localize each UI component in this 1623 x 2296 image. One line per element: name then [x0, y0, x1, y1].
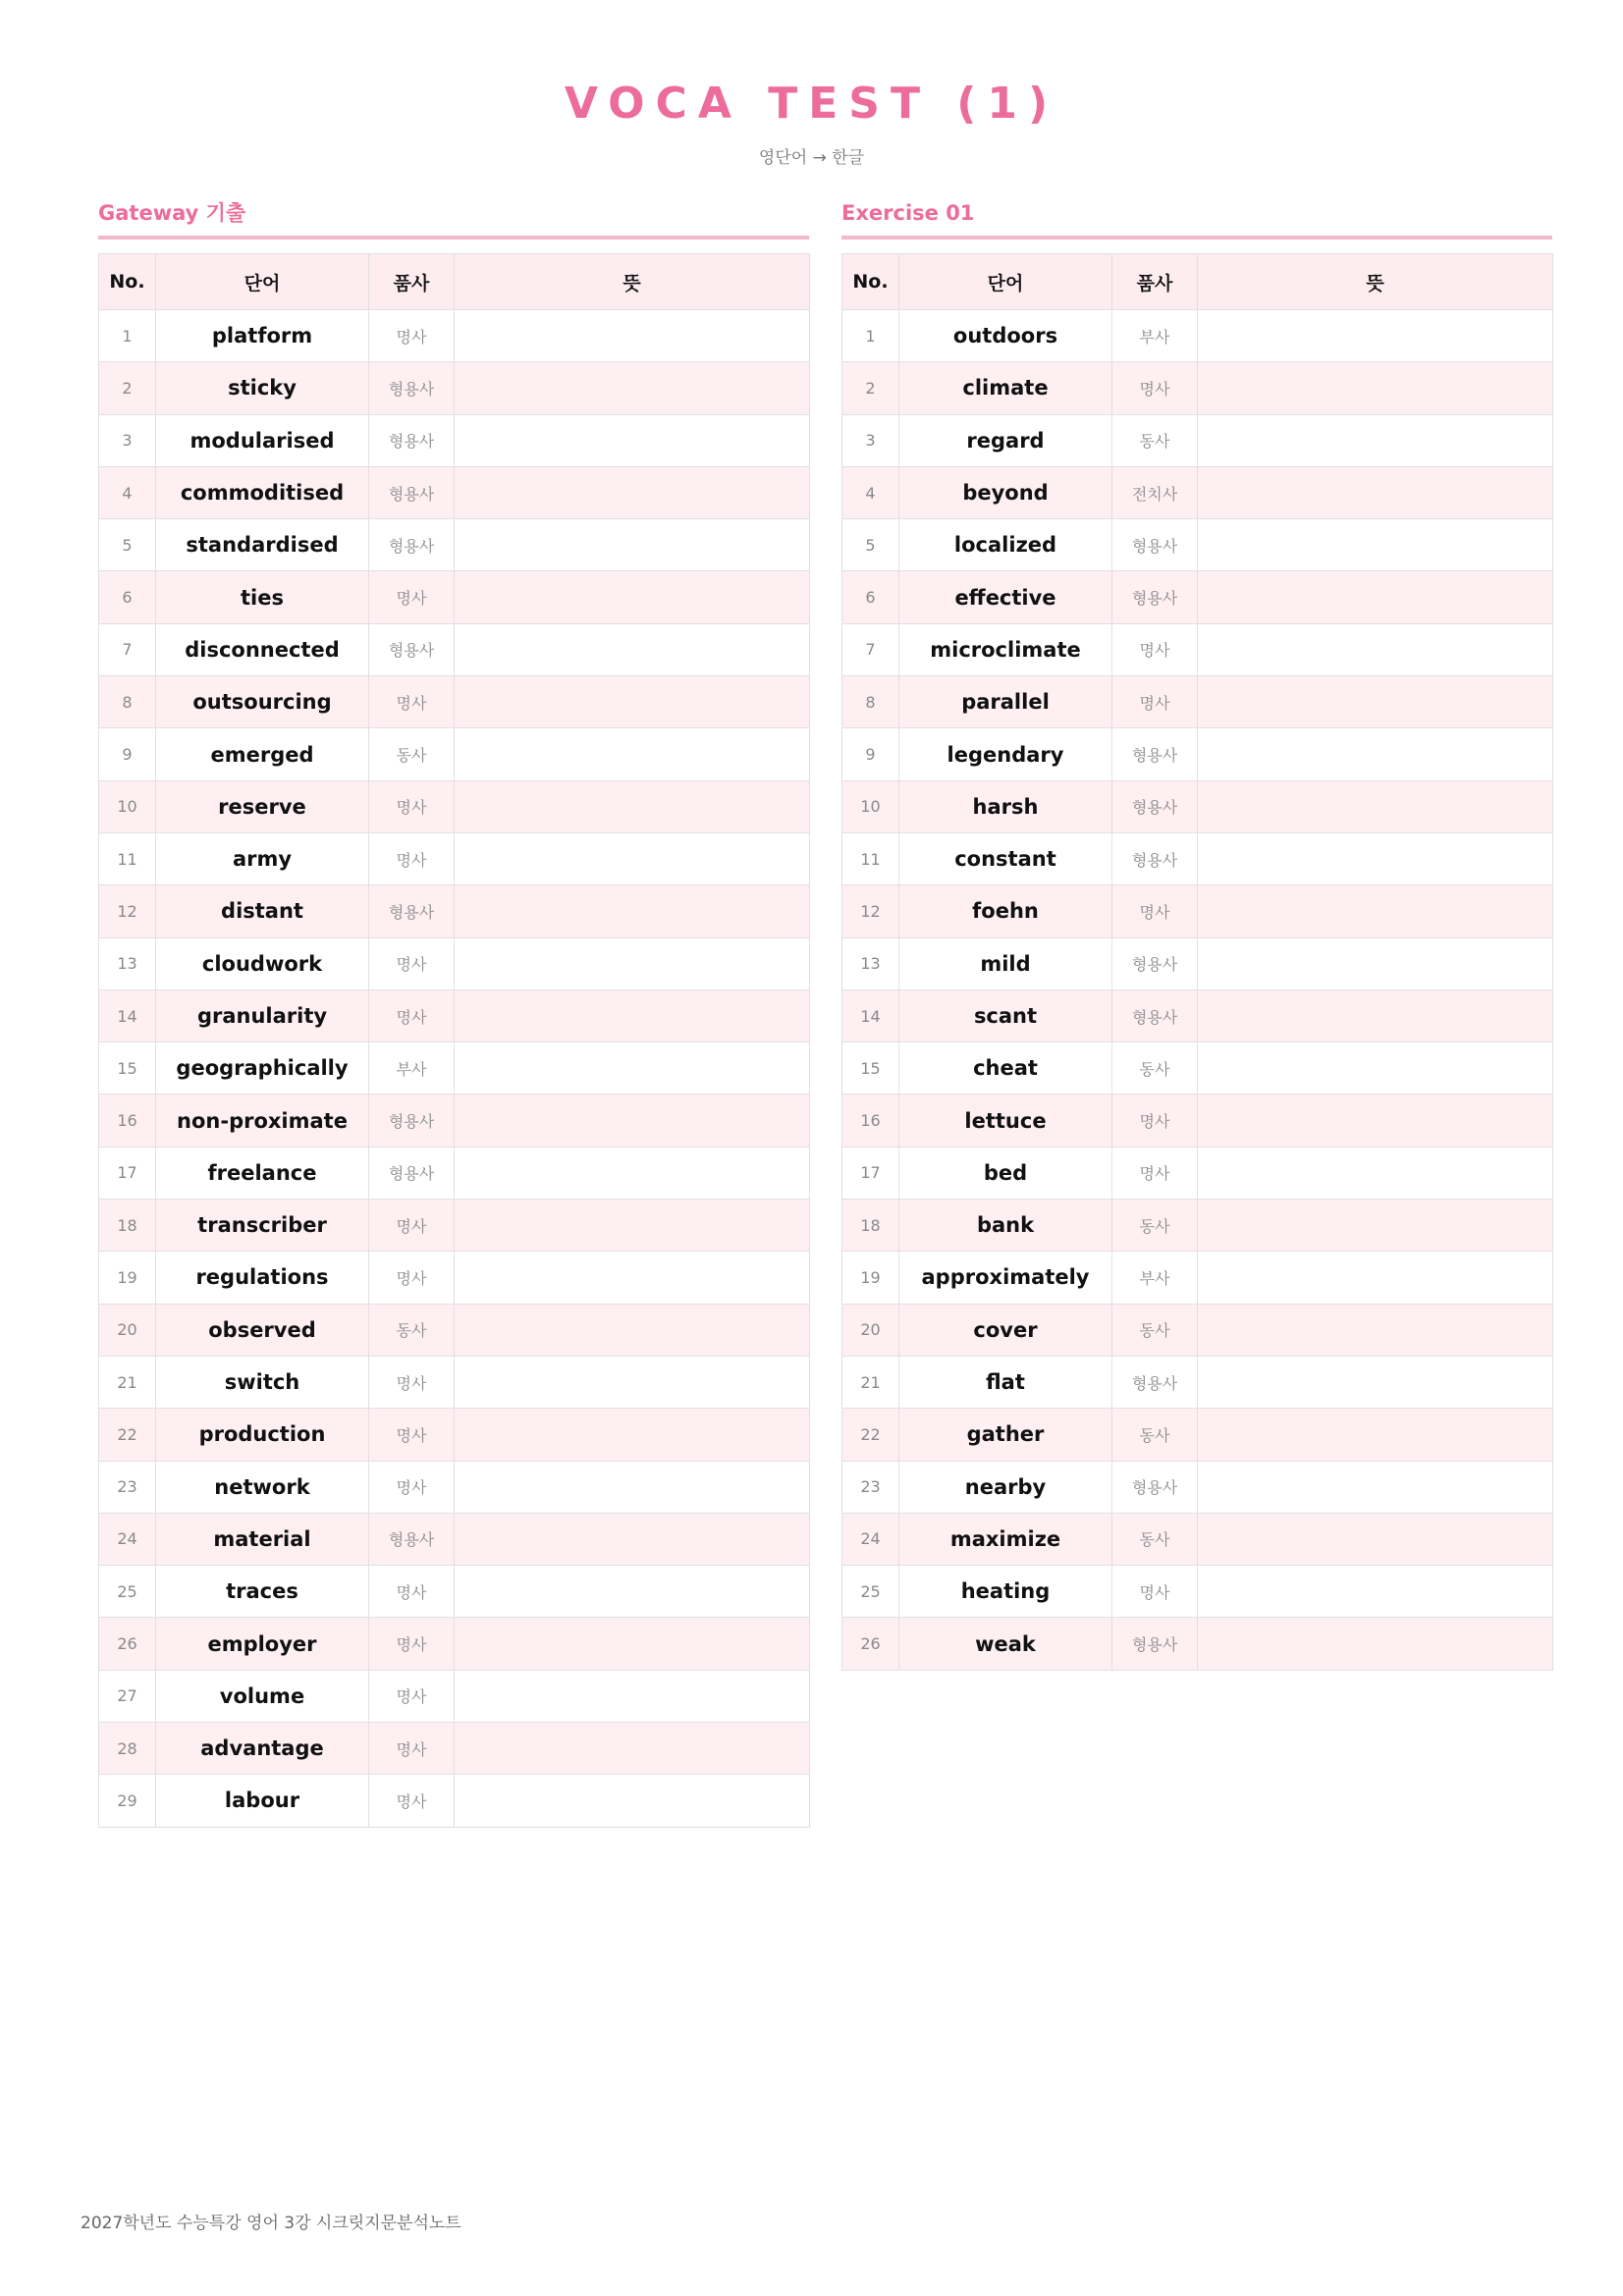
row-number: 3	[842, 414, 899, 466]
row-number: 8	[842, 676, 899, 728]
row-number: 7	[842, 623, 899, 675]
row-number: 13	[842, 937, 899, 989]
row-meaning-blank	[1198, 1042, 1553, 1095]
row-part-of-speech: 명사	[1112, 362, 1198, 414]
row-number: 15	[842, 1042, 899, 1095]
table-row	[842, 728, 1553, 780]
row-meaning-blank	[455, 1042, 810, 1095]
row-part-of-speech: 형용사	[369, 1147, 455, 1199]
table-row	[842, 989, 1553, 1041]
row-number: 19	[99, 1252, 156, 1304]
row-number: 4	[842, 466, 899, 518]
table-row	[99, 780, 810, 832]
row-word: labour	[156, 1775, 369, 1827]
row-meaning-blank	[1198, 1095, 1553, 1147]
table-row	[842, 937, 1553, 989]
row-number: 19	[842, 1252, 899, 1304]
row-part-of-speech: 명사	[369, 832, 455, 884]
table-row	[99, 1723, 810, 1775]
row-number: 29	[99, 1775, 156, 1827]
page-subtitle: 영단어 → 한글	[758, 148, 865, 168]
row-part-of-speech: 형용사	[1112, 571, 1198, 623]
row-number: 12	[842, 885, 899, 937]
row-number: 7	[99, 623, 156, 675]
vocab-table	[98, 253, 810, 1828]
table-row	[99, 1200, 810, 1252]
row-word: gather	[899, 1409, 1112, 1461]
section-gateway	[98, 196, 809, 1828]
table-row	[842, 571, 1553, 623]
row-word: granularity	[156, 989, 369, 1041]
row-meaning-blank	[455, 728, 810, 780]
row-word: constant	[899, 832, 1112, 884]
row-word: commoditised	[156, 466, 369, 518]
row-word: employer	[156, 1618, 369, 1670]
row-word: harsh	[899, 780, 1112, 832]
row-meaning-blank	[1198, 676, 1553, 728]
row-word: mild	[899, 937, 1112, 989]
row-word: non-proximate	[156, 1095, 369, 1147]
row-number: 23	[99, 1461, 156, 1513]
vocab-table	[841, 253, 1553, 1671]
row-meaning-blank	[455, 571, 810, 623]
row-part-of-speech: 명사	[1112, 676, 1198, 728]
row-meaning-blank	[1198, 1356, 1553, 1408]
row-number: 9	[842, 728, 899, 780]
row-part-of-speech: 명사	[369, 1618, 455, 1670]
row-meaning-blank	[1198, 310, 1553, 362]
row-word: bank	[899, 1200, 1112, 1252]
section-divider	[98, 236, 809, 240]
row-word: maximize	[899, 1513, 1112, 1565]
table-header-row	[99, 254, 810, 310]
row-number: 24	[842, 1513, 899, 1565]
header-meaning: 뜻	[1198, 254, 1553, 310]
row-word: distant	[156, 885, 369, 937]
row-word: observed	[156, 1304, 369, 1356]
table-row	[99, 362, 810, 414]
row-number: 8	[99, 676, 156, 728]
row-meaning-blank	[1198, 832, 1553, 884]
table-row	[842, 832, 1553, 884]
row-number: 23	[842, 1461, 899, 1513]
row-part-of-speech: 형용사	[1112, 1618, 1198, 1670]
table-row	[842, 780, 1553, 832]
row-part-of-speech: 동사	[369, 728, 455, 780]
row-word: bed	[899, 1147, 1112, 1199]
table-row	[99, 571, 810, 623]
row-word: localized	[899, 519, 1112, 571]
row-number: 11	[99, 832, 156, 884]
row-word: freelance	[156, 1147, 369, 1199]
row-part-of-speech: 명사	[369, 937, 455, 989]
row-meaning-blank	[1198, 1566, 1553, 1618]
row-number: 25	[842, 1566, 899, 1618]
row-part-of-speech: 명사	[369, 1775, 455, 1827]
row-word: advantage	[156, 1723, 369, 1775]
table-row	[842, 1356, 1553, 1408]
header-no: No.	[99, 254, 156, 310]
row-meaning-blank	[1198, 623, 1553, 675]
row-meaning-blank	[455, 414, 810, 466]
row-meaning-blank	[455, 1723, 810, 1775]
row-number: 21	[99, 1356, 156, 1408]
row-word: nearby	[899, 1461, 1112, 1513]
row-meaning-blank	[1198, 414, 1553, 466]
row-number: 18	[99, 1200, 156, 1252]
row-part-of-speech: 형용사	[1112, 989, 1198, 1041]
row-part-of-speech: 동사	[1112, 1409, 1198, 1461]
row-meaning-blank	[455, 1670, 810, 1722]
table-row	[99, 414, 810, 466]
row-number: 5	[842, 519, 899, 571]
row-meaning-blank	[1198, 1409, 1553, 1461]
table-row	[99, 1513, 810, 1565]
row-meaning-blank	[1198, 1513, 1553, 1565]
row-number: 26	[842, 1618, 899, 1670]
row-part-of-speech: 명사	[1112, 1566, 1198, 1618]
row-number: 14	[842, 989, 899, 1041]
row-word: geographically	[156, 1042, 369, 1095]
row-word: microclimate	[899, 623, 1112, 675]
row-meaning-blank	[1198, 1200, 1553, 1252]
row-word: approximately	[899, 1252, 1112, 1304]
row-part-of-speech: 형용사	[1112, 937, 1198, 989]
row-word: platform	[156, 310, 369, 362]
row-part-of-speech: 형용사	[1112, 1461, 1198, 1513]
row-meaning-blank	[455, 1409, 810, 1461]
table-row	[99, 466, 810, 518]
row-meaning-blank	[455, 310, 810, 362]
row-part-of-speech: 형용사	[1112, 832, 1198, 884]
header-word: 단어	[899, 254, 1112, 310]
table-row	[99, 1042, 810, 1095]
row-number: 10	[842, 780, 899, 832]
row-part-of-speech: 부사	[369, 1042, 455, 1095]
row-part-of-speech: 명사	[1112, 1095, 1198, 1147]
footer-note: 2027학년도 수능특강 영어 3강 시크릿지문분석노트	[81, 2214, 461, 2233]
row-meaning-blank	[455, 1095, 810, 1147]
row-meaning-blank	[455, 623, 810, 675]
row-word: reserve	[156, 780, 369, 832]
row-number: 18	[842, 1200, 899, 1252]
row-word: disconnected	[156, 623, 369, 675]
section-title: Gateway 기출	[98, 201, 246, 225]
row-part-of-speech: 명사	[1112, 1147, 1198, 1199]
row-word: heating	[899, 1566, 1112, 1618]
table-header-row	[842, 254, 1553, 310]
table-row	[842, 676, 1553, 728]
table-row	[842, 885, 1553, 937]
row-part-of-speech: 명사	[369, 310, 455, 362]
row-part-of-speech: 명사	[369, 989, 455, 1041]
row-word: cover	[899, 1304, 1112, 1356]
table-row	[842, 1200, 1553, 1252]
table-row	[842, 623, 1553, 675]
row-number: 26	[99, 1618, 156, 1670]
row-part-of-speech: 형용사	[1112, 780, 1198, 832]
row-meaning-blank	[1198, 1252, 1553, 1304]
row-meaning-blank	[455, 1304, 810, 1356]
table-row	[99, 885, 810, 937]
row-meaning-blank	[455, 1618, 810, 1670]
row-number: 15	[99, 1042, 156, 1095]
row-meaning-blank	[1198, 519, 1553, 571]
row-word: sticky	[156, 362, 369, 414]
row-number: 25	[99, 1566, 156, 1618]
row-part-of-speech: 명사	[369, 1723, 455, 1775]
row-part-of-speech: 부사	[1112, 1252, 1198, 1304]
row-word: traces	[156, 1566, 369, 1618]
row-word: effective	[899, 571, 1112, 623]
row-part-of-speech: 명사	[1112, 885, 1198, 937]
row-meaning-blank	[455, 832, 810, 884]
row-part-of-speech: 형용사	[369, 1095, 455, 1147]
table-row	[99, 1775, 810, 1827]
row-meaning-blank	[1198, 1147, 1553, 1199]
row-meaning-blank	[455, 989, 810, 1041]
row-number: 16	[842, 1095, 899, 1147]
table-row	[99, 1566, 810, 1618]
row-number: 12	[99, 885, 156, 937]
header-word: 단어	[156, 254, 369, 310]
table-row	[842, 1095, 1553, 1147]
table-row	[842, 310, 1553, 362]
row-part-of-speech: 명사	[369, 1461, 455, 1513]
table-row	[99, 519, 810, 571]
row-word: regard	[899, 414, 1112, 466]
row-meaning-blank	[455, 1513, 810, 1565]
row-word: standardised	[156, 519, 369, 571]
row-part-of-speech: 명사	[1112, 623, 1198, 675]
table-row	[99, 937, 810, 989]
row-word: outdoors	[899, 310, 1112, 362]
row-word: production	[156, 1409, 369, 1461]
table-row	[842, 1252, 1553, 1304]
row-part-of-speech: 명사	[369, 1566, 455, 1618]
row-part-of-speech: 형용사	[1112, 1356, 1198, 1408]
row-part-of-speech: 형용사	[1112, 519, 1198, 571]
row-number: 17	[842, 1147, 899, 1199]
row-number: 22	[842, 1409, 899, 1461]
table-row	[99, 1618, 810, 1670]
row-part-of-speech: 전치사	[1112, 466, 1198, 518]
row-word: beyond	[899, 466, 1112, 518]
row-number: 10	[99, 780, 156, 832]
row-number: 4	[99, 466, 156, 518]
header-meaning: 뜻	[455, 254, 810, 310]
table-row	[842, 414, 1553, 466]
row-meaning-blank	[1198, 1304, 1553, 1356]
row-number: 1	[842, 310, 899, 362]
row-part-of-speech: 부사	[1112, 310, 1198, 362]
row-number: 5	[99, 519, 156, 571]
table-row	[99, 1147, 810, 1199]
row-number: 6	[842, 571, 899, 623]
table-row	[842, 1566, 1553, 1618]
row-word: volume	[156, 1670, 369, 1722]
row-word: climate	[899, 362, 1112, 414]
row-word: ties	[156, 571, 369, 623]
section-title: Exercise 01	[841, 201, 975, 225]
row-number: 14	[99, 989, 156, 1041]
table-row	[99, 1461, 810, 1513]
row-word: transcriber	[156, 1200, 369, 1252]
table-row	[842, 466, 1553, 518]
table-row	[842, 1147, 1553, 1199]
row-part-of-speech: 동사	[369, 1304, 455, 1356]
row-part-of-speech: 명사	[369, 1200, 455, 1252]
row-meaning-blank	[455, 676, 810, 728]
row-word: army	[156, 832, 369, 884]
table-row	[99, 1095, 810, 1147]
row-part-of-speech: 명사	[369, 1356, 455, 1408]
row-number: 21	[842, 1356, 899, 1408]
table-row	[842, 1042, 1553, 1095]
table-row	[99, 1670, 810, 1722]
row-part-of-speech: 동사	[1112, 1200, 1198, 1252]
row-word: network	[156, 1461, 369, 1513]
header-no: No.	[842, 254, 899, 310]
table-row	[99, 623, 810, 675]
table-row	[99, 310, 810, 362]
row-part-of-speech: 형용사	[369, 1513, 455, 1565]
row-number: 9	[99, 728, 156, 780]
row-word: lettuce	[899, 1095, 1112, 1147]
row-word: scant	[899, 989, 1112, 1041]
row-number: 11	[842, 832, 899, 884]
section-divider	[841, 236, 1552, 240]
table-row	[99, 1356, 810, 1408]
row-word: foehn	[899, 885, 1112, 937]
row-part-of-speech: 동사	[1112, 1304, 1198, 1356]
row-number: 2	[99, 362, 156, 414]
row-meaning-blank	[455, 1200, 810, 1252]
row-meaning-blank	[1198, 937, 1553, 989]
table-row	[842, 1304, 1553, 1356]
row-part-of-speech: 형용사	[369, 623, 455, 675]
row-meaning-blank	[1198, 466, 1553, 518]
table-row	[99, 676, 810, 728]
row-meaning-blank	[1198, 362, 1553, 414]
row-part-of-speech: 명사	[369, 571, 455, 623]
row-word: modularised	[156, 414, 369, 466]
row-part-of-speech: 동사	[1112, 1513, 1198, 1565]
row-number: 28	[99, 1723, 156, 1775]
row-number: 20	[842, 1304, 899, 1356]
table-row	[99, 1304, 810, 1356]
row-meaning-blank	[455, 1775, 810, 1827]
row-number: 27	[99, 1670, 156, 1722]
section-exercise-01	[841, 196, 1552, 1671]
table-row	[842, 519, 1553, 571]
row-meaning-blank	[455, 362, 810, 414]
header-pos: 품사	[369, 254, 455, 310]
row-part-of-speech: 형용사	[369, 362, 455, 414]
row-meaning-blank	[455, 1252, 810, 1304]
row-number: 2	[842, 362, 899, 414]
row-word: cloudwork	[156, 937, 369, 989]
row-meaning-blank	[455, 937, 810, 989]
row-meaning-blank	[1198, 1618, 1553, 1670]
row-part-of-speech: 형용사	[369, 466, 455, 518]
table-row	[99, 832, 810, 884]
table-row	[842, 1513, 1553, 1565]
row-meaning-blank	[1198, 571, 1553, 623]
row-meaning-blank	[455, 1461, 810, 1513]
table-row	[99, 1409, 810, 1461]
row-part-of-speech: 명사	[369, 676, 455, 728]
page-title: VOCA TEST (1)	[564, 79, 1059, 129]
row-part-of-speech: 명사	[369, 780, 455, 832]
row-word: regulations	[156, 1252, 369, 1304]
row-word: cheat	[899, 1042, 1112, 1095]
row-part-of-speech: 동사	[1112, 1042, 1198, 1095]
row-meaning-blank	[455, 519, 810, 571]
row-meaning-blank	[1198, 728, 1553, 780]
row-meaning-blank	[1198, 885, 1553, 937]
row-meaning-blank	[455, 885, 810, 937]
row-part-of-speech: 형용사	[369, 885, 455, 937]
row-meaning-blank	[455, 1356, 810, 1408]
row-word: switch	[156, 1356, 369, 1408]
row-number: 24	[99, 1513, 156, 1565]
row-number: 1	[99, 310, 156, 362]
row-part-of-speech: 형용사	[369, 414, 455, 466]
table-row	[99, 989, 810, 1041]
row-meaning-blank	[1198, 1461, 1553, 1513]
row-meaning-blank	[455, 780, 810, 832]
table-row	[99, 1252, 810, 1304]
table-row	[842, 1409, 1553, 1461]
header-pos: 품사	[1112, 254, 1198, 310]
row-number: 22	[99, 1409, 156, 1461]
row-number: 17	[99, 1147, 156, 1199]
row-part-of-speech: 동사	[1112, 414, 1198, 466]
row-number: 16	[99, 1095, 156, 1147]
row-word: weak	[899, 1618, 1112, 1670]
row-number: 13	[99, 937, 156, 989]
row-meaning-blank	[1198, 780, 1553, 832]
row-number: 6	[99, 571, 156, 623]
row-number: 3	[99, 414, 156, 466]
row-word: flat	[899, 1356, 1112, 1408]
row-word: emerged	[156, 728, 369, 780]
row-word: outsourcing	[156, 676, 369, 728]
row-part-of-speech: 형용사	[369, 519, 455, 571]
row-meaning-blank	[455, 1566, 810, 1618]
row-word: parallel	[899, 676, 1112, 728]
row-number: 20	[99, 1304, 156, 1356]
table-row	[842, 1618, 1553, 1670]
row-meaning-blank	[455, 466, 810, 518]
table-row	[842, 362, 1553, 414]
row-part-of-speech: 명사	[369, 1670, 455, 1722]
table-row	[842, 1461, 1553, 1513]
row-part-of-speech: 형용사	[1112, 728, 1198, 780]
row-part-of-speech: 명사	[369, 1409, 455, 1461]
table-row	[99, 728, 810, 780]
row-part-of-speech: 명사	[369, 1252, 455, 1304]
row-word: material	[156, 1513, 369, 1565]
row-meaning-blank	[455, 1147, 810, 1199]
row-meaning-blank	[1198, 989, 1553, 1041]
row-word: legendary	[899, 728, 1112, 780]
